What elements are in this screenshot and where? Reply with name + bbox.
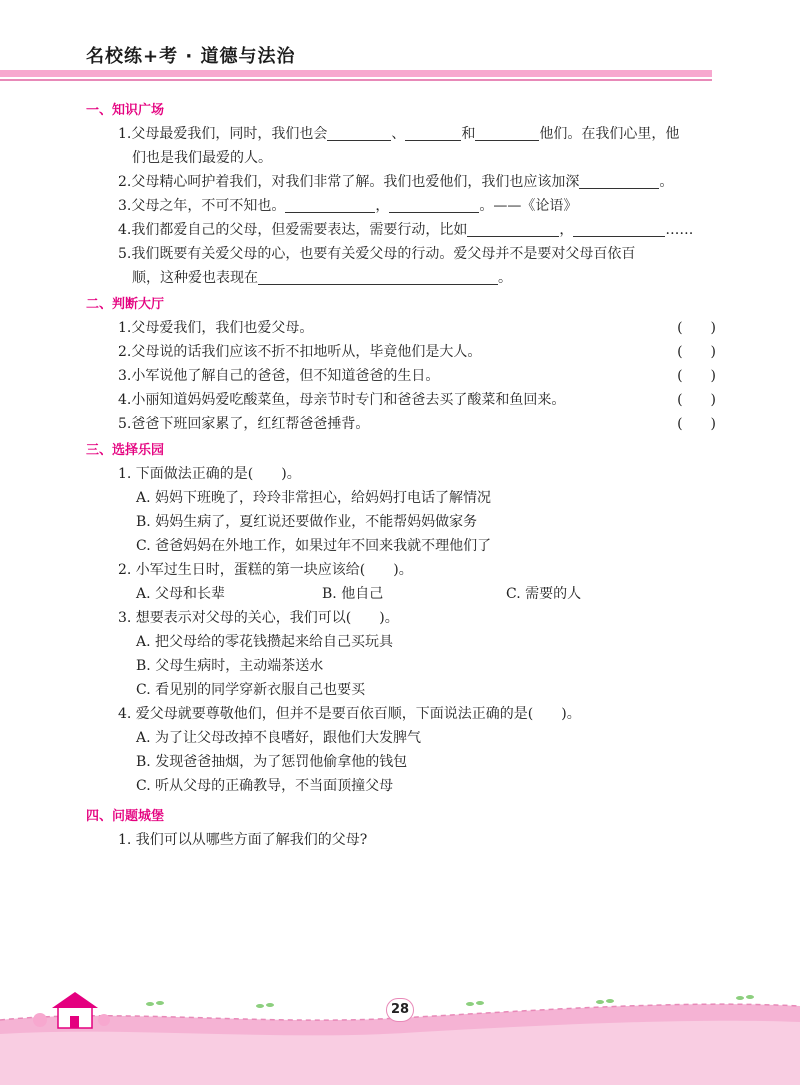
question-text: 小军说他了解自己的爸爸，但不知道爸爸的生日。: [131, 368, 440, 384]
separator: 、: [391, 126, 406, 142]
question-text: 们也是我们最爱的人。: [132, 150, 272, 166]
answer-parentheses[interactable]: ( ): [677, 368, 716, 384]
choice-option[interactable]: B. 发现爸爸抽烟，为了惩罚他偷拿他的钱包: [136, 754, 408, 770]
answer-parentheses[interactable]: ( ): [677, 416, 716, 432]
question-number: 1.: [118, 126, 132, 142]
choice-stem: 1. 下面做法正确的是( )。: [118, 466, 301, 482]
choice-stem: 4. 爱父母就要尊敬他们，但并不是要百依百顺，下面说法正确的是( )。: [118, 706, 581, 722]
question-text: 小丽知道妈妈爱吃酸菜鱼，母亲节时专门和爸爸去买了酸菜和鱼回来。: [131, 392, 566, 408]
separator: ，: [375, 198, 390, 214]
choice-option[interactable]: B. 妈妈生病了，夏红说还要做作业，不能帮妈妈做家务: [136, 514, 478, 530]
separator: 和: [461, 126, 476, 142]
question-number: 5.: [118, 246, 132, 262]
question-text: 他们。在我们心里，他: [539, 126, 680, 142]
fill-blank[interactable]: [327, 126, 391, 141]
question-number: 3.: [118, 198, 132, 214]
fill-blank[interactable]: [573, 222, 665, 237]
question-text: 爸爸下班回家累了，红红帮爸爸捶背。: [131, 416, 370, 432]
question-number: 4.: [118, 222, 132, 238]
question-1-1-cont: [86, 146, 716, 170]
separator: ，: [559, 222, 574, 238]
question-number: 2.: [118, 344, 132, 360]
choice-option[interactable]: C. 爸爸妈妈在外地工作，如果过年不回来我就不理他们了: [136, 538, 492, 554]
header-bar: [0, 70, 712, 77]
fill-blank[interactable]: [467, 222, 559, 237]
judge-item: [86, 412, 716, 436]
judge-item: [86, 364, 716, 388]
choice-option[interactable]: A. 妈妈下班晚了，玲玲非常担心，给妈妈打电话了解情况: [136, 490, 492, 506]
question-1-4: [86, 218, 716, 242]
question-text: 父母说的话我们应该不折不扣地听从，毕竟他们是大人。: [131, 344, 482, 360]
choice-stem: 3. 想要表示对父母的关心，我们可以( )。: [118, 610, 399, 626]
question-number: 3.: [118, 368, 132, 384]
punctuation: 。: [498, 270, 512, 286]
fill-blank[interactable]: [258, 270, 498, 285]
answer-parentheses[interactable]: ( ): [677, 344, 716, 360]
ellipsis: ……: [665, 222, 694, 238]
section-title-judgement: 二、判断大厅: [86, 297, 165, 312]
choice-option[interactable]: B. 他自己: [322, 586, 384, 602]
section-title-knowledge: 一、知识广场: [86, 103, 165, 118]
question-number: 4.: [118, 392, 132, 408]
section-title-questions: 四、问题城堡: [86, 809, 165, 824]
judge-item: [86, 388, 716, 412]
question-1-1: [86, 122, 716, 146]
question-text: 我们既要有关爱父母的心，也要有关爱父母的行动。爱父母并不是要对父母百依百: [131, 246, 636, 262]
choice-option[interactable]: C. 听从父母的正确教导，不当面顶撞父母: [136, 778, 394, 794]
page-header: [0, 0, 800, 90]
choice-option[interactable]: C. 需要的人: [506, 586, 582, 602]
punctuation: 。: [659, 174, 674, 190]
question-number: 5.: [118, 416, 132, 432]
choice-option[interactable]: C. 看见别的同学穿新衣服自己也要买: [136, 682, 366, 698]
question-text: 父母精心呵护着我们，对我们非常了解。我们也爱他们，我们也应该加深: [131, 174, 580, 190]
answer-parentheses[interactable]: ( ): [677, 392, 716, 408]
fill-blank[interactable]: [475, 126, 539, 141]
question-text: 父母最爱我们，同时，我们也会: [131, 126, 328, 142]
choice-stem: 2. 小军过生日时，蛋糕的第一块应该给( )。: [118, 562, 413, 578]
choice-option[interactable]: B. 父母生病时，主动端茶送水: [136, 658, 324, 674]
choice-option[interactable]: A. 父母和长辈: [136, 586, 226, 602]
open-question: 1. 我们可以从哪些方面了解我们的父母?: [118, 832, 368, 848]
citation: 。——《论语》: [479, 198, 578, 214]
fill-blank[interactable]: [389, 198, 479, 213]
question-1-5-cont: [86, 266, 716, 290]
question-1-3: [86, 194, 716, 218]
question-text: 顺，这种爱也表现在: [132, 270, 258, 286]
book-title: 名校练+考 · 道德与法治: [86, 46, 296, 67]
choice-option-row: [86, 582, 716, 606]
question-number: 1.: [118, 320, 132, 336]
question-1-5: [86, 242, 716, 266]
header-rule: [0, 79, 712, 81]
section-title-choice: 三、选择乐园: [86, 443, 165, 458]
choice-option[interactable]: A. 为了让父母改掉不良嗜好，跟他们大发脾气: [136, 730, 422, 746]
judge-item: [86, 316, 716, 340]
worksheet-content: [86, 96, 716, 852]
judge-item: [86, 340, 716, 364]
fill-blank[interactable]: [285, 198, 375, 213]
question-1-2: [86, 170, 716, 194]
choice-option[interactable]: A. 把父母给的零花钱攒起来给自己买玩具: [136, 634, 394, 650]
page-number: 28: [386, 998, 414, 1022]
question-text: 我们都爱自己的父母，但爱需要表达，需要行动，比如: [131, 222, 468, 238]
answer-parentheses[interactable]: ( ): [677, 320, 716, 336]
question-text: 父母爱我们，我们也爱父母。: [131, 320, 314, 336]
fill-blank[interactable]: [405, 126, 461, 141]
question-number: 2.: [118, 174, 132, 190]
fill-blank[interactable]: [579, 174, 659, 189]
question-text: 父母之年，不可不知也。: [131, 198, 286, 214]
